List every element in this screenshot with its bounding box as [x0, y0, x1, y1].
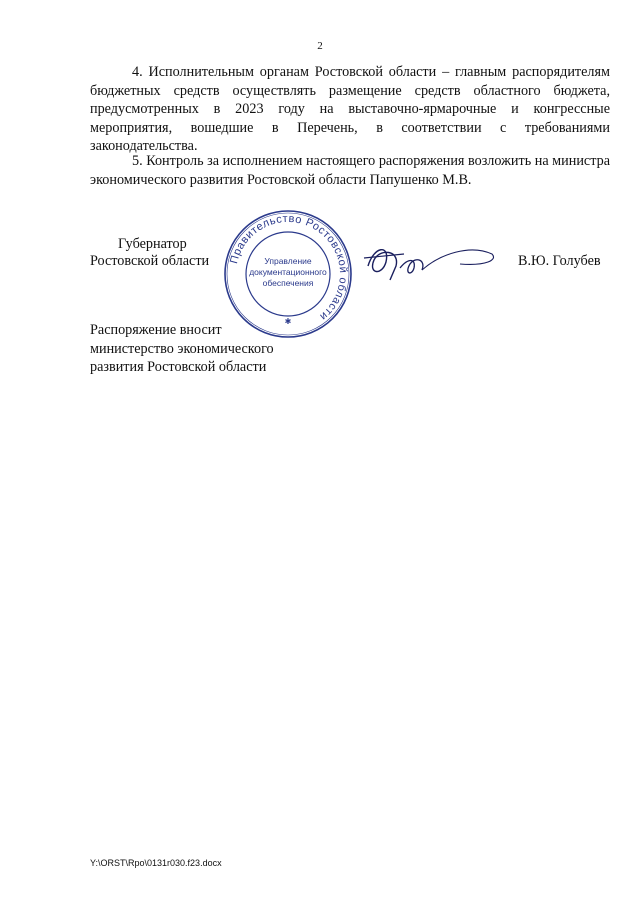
submitter-line: Распоряжение вносит	[90, 322, 222, 338]
paragraph-4	[90, 63, 610, 156]
signatory-name: В.Ю. Голубев	[518, 253, 601, 269]
seal-inner-line: обеспечения	[262, 278, 314, 288]
paragraph-number: 4.	[132, 64, 143, 80]
signatory-title: Губернатор	[118, 236, 187, 252]
paragraph-number: 5.	[132, 153, 143, 169]
page-number: 2	[317, 40, 323, 52]
paragraph-text: Контроль за исполнением настоящего распоряжения возложить на министра экономического развития Ростовской области Папушенко М.В.	[90, 153, 610, 188]
submitter-line: министерство экономического	[90, 340, 274, 357]
signatory-region: Ростовской области	[90, 253, 210, 269]
seal-outer-text: Правительство Ростовской области	[228, 212, 350, 323]
submitter-note	[90, 321, 274, 377]
paragraph-text: Исполнительным органам Ростовской области – главным распорядителям бюджетных средств осуществлять размещение средств областного бюджета, предусмотренных в 2023 году на выставочно-ярмарочные и конгрессные мероприятия, вошедшие в Перечень, в соответствии с требованиями законодательства.	[90, 64, 611, 154]
handwritten-signature	[360, 236, 500, 286]
seal-star-icon: ✱	[284, 317, 292, 326]
seal-inner-line: Управление	[264, 256, 312, 266]
paragraph-5	[90, 152, 610, 189]
submitter-line: развития Ростовской области	[90, 359, 267, 375]
file-path-footer: Y:\ORST\Rpo\0131r030.f23.docx	[90, 858, 222, 868]
seal-inner-line: документационного	[249, 267, 327, 277]
